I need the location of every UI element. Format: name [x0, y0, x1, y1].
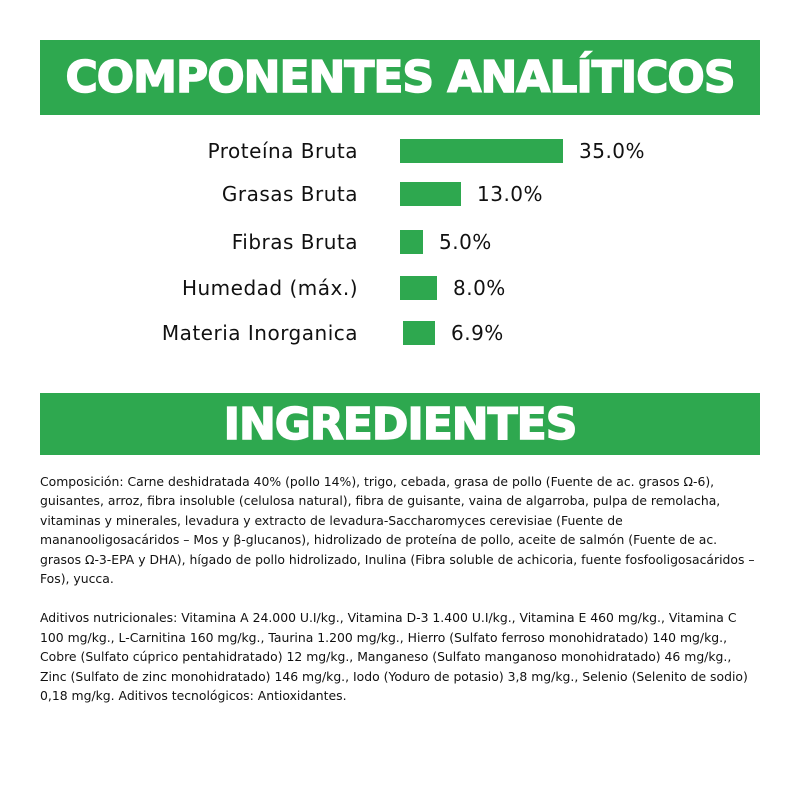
bar-value-label: 13.0%: [477, 182, 544, 206]
analysis-bar-chart: [0, 0, 800, 380]
bar: [403, 321, 435, 345]
composition-text: Composición: Carne deshidratada 40% (pollo 14%), trigo, cebada, grasa de pollo (Fuente de ac. grasos Ω-6), guisantes, arroz, fibra insoluble (celulosa natural), fibra de guisante, vaina de algarroba, pulpa de remolacha, vitaminas y minerales, levadura y extracto de levadura-Saccharomyces cerevisiae (Fuente de mananooligosacáridos – Mos y β-glucanos), hidrolizado de proteína de pollo, aceite de salmón (Fuente de ac. grasos Ω-3-EPA y DHA), hígado de pollo hidrolizado, Inulina (Fibra soluble de achicoria, fuente fosfooligosacáridos – Fos), yucca.: [40, 474, 755, 587]
bar-label: Materia Inorganica: [161, 321, 358, 345]
bar-label: Grasas Bruta: [221, 182, 358, 206]
bar-value-label: 8.0%: [453, 276, 506, 300]
bar: [400, 182, 461, 206]
bar: [400, 230, 423, 254]
bar-label: Fibras Bruta: [231, 230, 358, 254]
bar-value-label: 6.9%: [451, 321, 504, 345]
bar-label: Humedad (máx.): [181, 276, 358, 300]
analysis-title: COMPONENTES ANALÍTICOS: [65, 52, 735, 103]
bar: [400, 276, 437, 300]
bar-value-label: 35.0%: [579, 139, 646, 163]
bar-value-label: 5.0%: [439, 230, 492, 254]
additives-text: Aditivos nutricionales: Vitamina A 24.000 U.I/kg., Vitamina D-3 1.400 U.I/kg., Vitamina E 460 mg/kg., Vitamina C 100 mg/kg., L-Carnitina 160 mg/kg., Taurina 1.200 mg/kg., Hierro (Sulfato ferroso monohidratado) 140 mg/kg., Cobre (Sulfato cúprico pentahidratado) 12 mg/kg., Manganeso (Sulfato manganoso monohidratado) 46 mg/kg., Zinc (Sulfato de zinc monohidratado) 146 mg/kg., Iodo (Yoduro de potasio) 3,8 mg/kg., Selenio (Selenito de sodio) 0,18 mg/kg. Aditivos tecnológicos: Antioxidantes.: [40, 610, 748, 704]
ingredients-banner: [40, 393, 760, 455]
bar: [400, 139, 563, 163]
ingredients-section: [40, 472, 760, 705]
bar-label: Proteína Bruta: [207, 139, 358, 163]
ingredients-title: INGREDIENTES: [223, 398, 577, 450]
